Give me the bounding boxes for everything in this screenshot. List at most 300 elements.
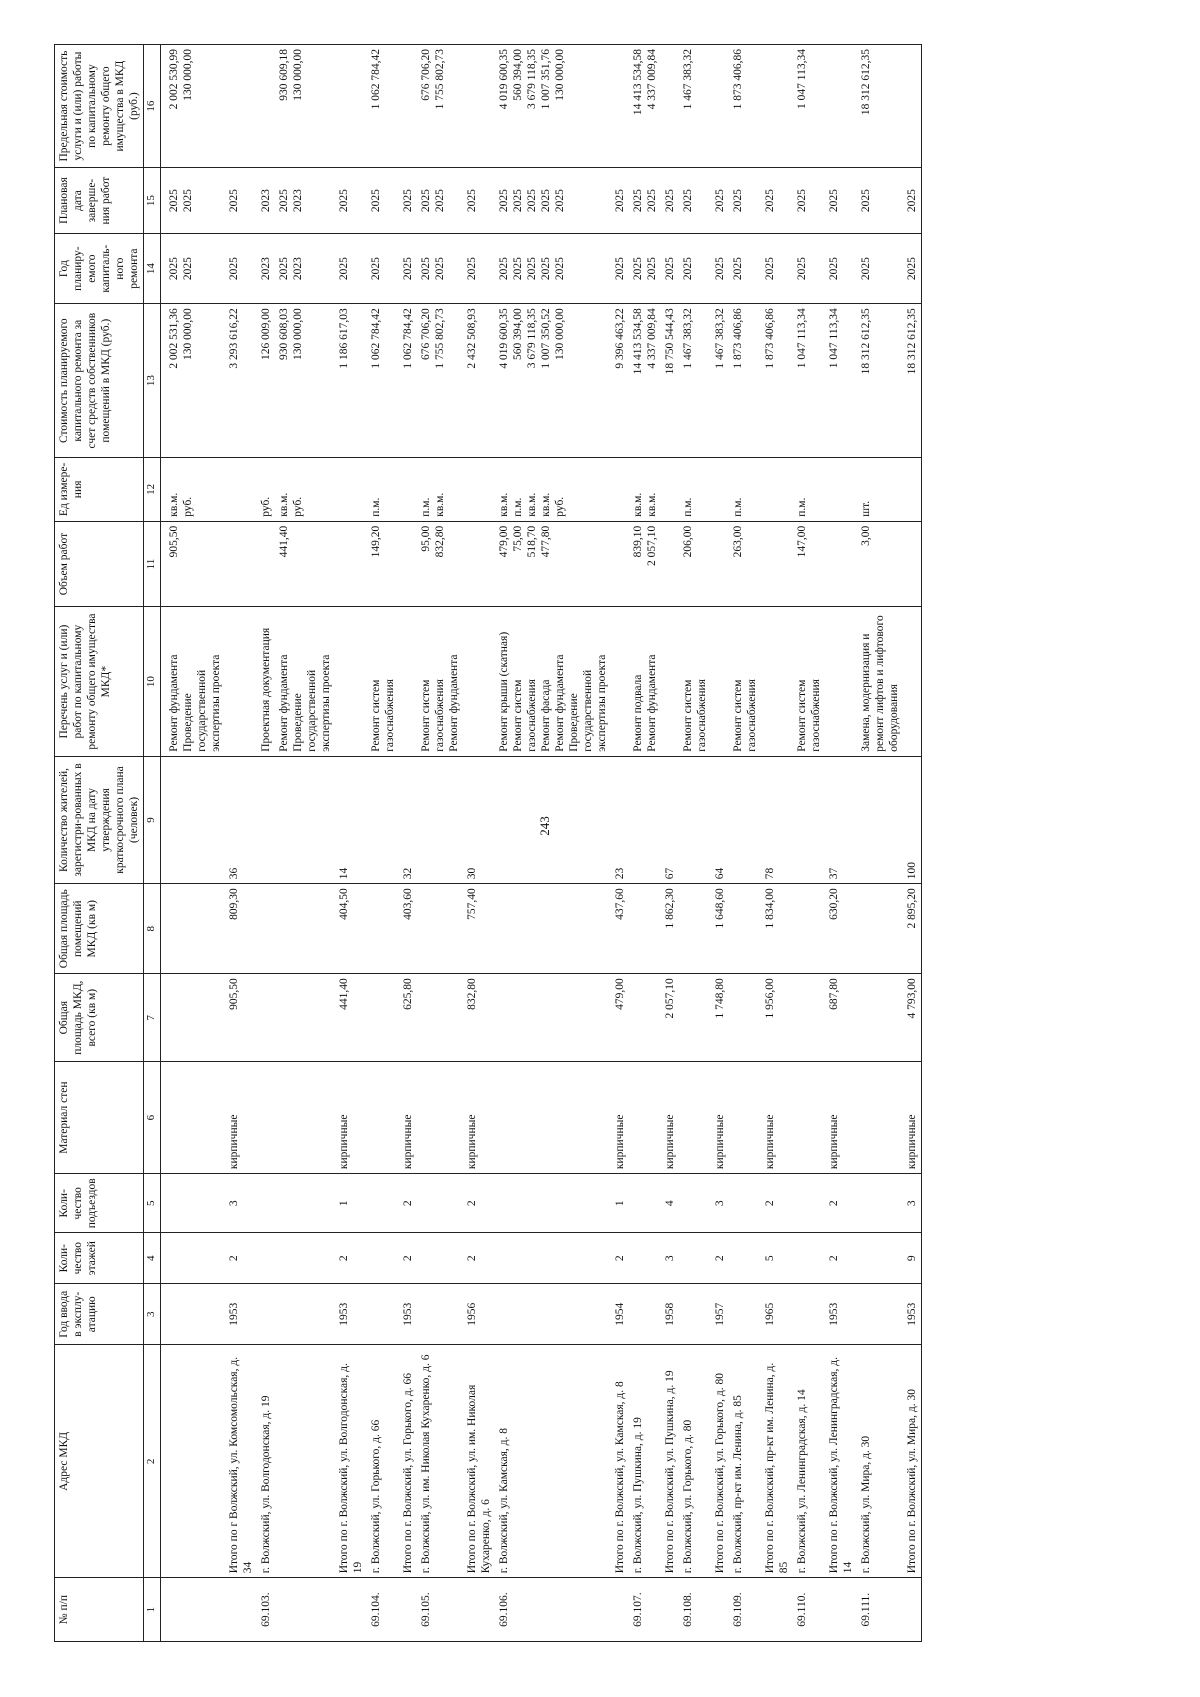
- cell-lim: [417, 45, 463, 168]
- cell-year: [417, 1283, 463, 1345]
- cell-floors: [679, 1233, 711, 1284]
- column-number: 4: [144, 1233, 160, 1284]
- cell-cost: [903, 304, 922, 458]
- cell-line: 2025: [664, 189, 676, 213]
- cell-unit: [367, 458, 399, 522]
- cell-lim: [711, 45, 729, 168]
- cell-line: 560 394,00: [511, 308, 524, 361]
- cell-end: [463, 168, 495, 234]
- cell-line: 1 873 406,86: [764, 308, 777, 369]
- cell-entr: 1: [335, 1174, 367, 1233]
- column-number: 8: [144, 884, 160, 974]
- cell-line: 2025: [401, 189, 414, 213]
- table-row: [679, 45, 711, 1642]
- cell-line: Ремонт систем газоснабжения: [511, 679, 538, 752]
- table-row: [225, 45, 257, 1642]
- cell-line: 263,00: [732, 525, 745, 558]
- cell-floors: [857, 1233, 903, 1284]
- cell-line: 2025: [764, 257, 777, 281]
- table-row: [629, 45, 661, 1642]
- cell-yr: [463, 234, 495, 304]
- column-number: 1: [144, 1578, 160, 1642]
- cell-mat: [679, 1062, 711, 1174]
- cell-end: [679, 168, 711, 234]
- cell-works: [825, 607, 857, 756]
- cell-mat: [629, 1062, 661, 1174]
- cell-line: Ремонт фасада: [539, 679, 552, 752]
- cell-res: [729, 756, 761, 883]
- cell-end: [661, 168, 679, 234]
- column-header: Год планиру-емого капиталь-ного ремонта: [55, 234, 144, 304]
- cell-line: Ремонт систем газоснабжения: [732, 679, 759, 752]
- cell-parea: [275, 884, 335, 974]
- cell-area: 905,50: [225, 974, 257, 1062]
- cell-line: 2023: [259, 257, 272, 281]
- cell-line: Ремонт фундамента: [553, 654, 566, 752]
- cell-num: [825, 1578, 857, 1642]
- cell-line: п.м.: [419, 497, 432, 517]
- column-header: Адрес МКД: [55, 1345, 144, 1578]
- cell-res: 14: [335, 756, 367, 883]
- cell-line: Проведение государственной экспертизы проекта: [181, 654, 222, 752]
- cell-line: 2025: [167, 189, 180, 213]
- cell-area: 687,80: [825, 974, 857, 1062]
- cell-addr: Итого по г Волжский, ул. Комсомольская, д. 34: [225, 1345, 257, 1578]
- cell-line: 2025: [401, 257, 414, 281]
- cell-mat: [257, 1062, 275, 1174]
- cell-line: 1 007 351,76: [539, 49, 552, 110]
- cell-line: 1 467 383,32: [714, 308, 727, 369]
- cell-line: [291, 526, 305, 603]
- cell-line: 4 337 009,84: [645, 308, 658, 369]
- table-row: [761, 45, 793, 1642]
- cell-line: 2025: [796, 189, 809, 213]
- cell-end: [417, 168, 463, 234]
- cell-cost: [417, 304, 463, 458]
- cell-cost: [275, 304, 335, 458]
- cell-entr: 2: [825, 1174, 857, 1233]
- cell-line: Ремонт систем газоснабжения: [419, 679, 446, 752]
- cell-entr: 4: [661, 1174, 679, 1233]
- cell-line: Проведение государственной экспертизы проекта: [567, 654, 608, 752]
- cell-res: [417, 756, 463, 883]
- cell-yr: [399, 234, 417, 304]
- cell-floors: [495, 1233, 611, 1284]
- cell-parea: 1 648,60: [711, 884, 729, 974]
- cell-line: 130 000,00: [553, 49, 566, 101]
- cell-works: [611, 607, 629, 756]
- cell-mat: [793, 1062, 825, 1174]
- cell-line: 130 000,00: [291, 49, 304, 101]
- cell-line: Замена, модернизация и ремонт лифтов и лифтового оборудования: [860, 615, 901, 752]
- cell-area: 832,80: [463, 974, 495, 1062]
- cell-unit: [275, 458, 335, 522]
- cell-line: 2025: [860, 257, 873, 281]
- cell-line: Ремонт систем газоснабжения: [796, 679, 823, 752]
- cell-line: 930 609,18: [277, 49, 290, 101]
- cell-cost: [160, 304, 225, 458]
- cell-floors: [160, 1233, 225, 1284]
- cell-num: [160, 1578, 225, 1642]
- cell-line: 2025: [369, 189, 382, 213]
- cell-cost: [463, 304, 495, 458]
- table-row: [417, 45, 463, 1642]
- cell-line: 2025: [664, 257, 676, 281]
- cell-parea: [417, 884, 463, 974]
- cell-line: 2025: [906, 189, 919, 213]
- cell-yr: [903, 234, 922, 304]
- column-header: Количество жителей, зарегистри-рованных в МКД на дату утверждения краткосрочного плана (человек): [55, 756, 144, 883]
- cell-line: 2025: [539, 189, 552, 213]
- cell-line: 3,00: [860, 525, 873, 546]
- cell-works: [463, 607, 495, 756]
- cell-lim: [495, 45, 611, 168]
- cell-res: [793, 756, 825, 883]
- cell-works: [399, 607, 417, 756]
- cell-year: 1953: [903, 1283, 922, 1345]
- cell-res: 23: [611, 756, 629, 883]
- cell-vol: [793, 521, 825, 607]
- cell-works: [729, 607, 761, 756]
- cell-mat: кирпичные: [761, 1062, 793, 1174]
- cell-line: [553, 526, 567, 603]
- cell-lim: [729, 45, 761, 168]
- cell-year: 1953: [225, 1283, 257, 1345]
- cell-area: [857, 974, 903, 1062]
- cell-line: кв.м.: [525, 492, 538, 517]
- cell-year: [793, 1283, 825, 1345]
- cell-line: 147,00: [796, 525, 809, 558]
- cell-floors: 2: [335, 1233, 367, 1284]
- cell-mat: [495, 1062, 611, 1174]
- column-number: 7: [144, 974, 160, 1062]
- cell-area: [417, 974, 463, 1062]
- cell-lim: [857, 45, 903, 168]
- cell-vol: [629, 521, 661, 607]
- cell-line: шт.: [860, 500, 873, 517]
- cell-entr: [367, 1174, 399, 1233]
- cell-num: 69.105.: [417, 1578, 463, 1642]
- cell-line: руб.: [291, 496, 304, 517]
- cell-line: 2025: [227, 257, 240, 281]
- column-header: Материал стен: [55, 1062, 144, 1174]
- cell-res: [629, 756, 661, 883]
- cell-lim: [335, 45, 367, 168]
- cell-line: 2025: [525, 257, 538, 281]
- cell-line: 2025: [277, 257, 290, 281]
- cell-addr: Итого по г. Волжский, ул. Волгодонская, д. 19: [335, 1345, 367, 1578]
- cell-line: [259, 526, 273, 603]
- cell-line: 18 312 612,35: [906, 308, 919, 375]
- cell-yr: [367, 234, 399, 304]
- cell-line: 477,80: [539, 525, 552, 558]
- cell-addr: Итого по г. Волжский, ул. Горького, д. 80: [711, 1345, 729, 1578]
- cell-yr: [661, 234, 679, 304]
- cell-year: [857, 1283, 903, 1345]
- cell-mat: кирпичные: [463, 1062, 495, 1174]
- cell-line: Ремонт фундамента: [167, 654, 180, 752]
- cell-vol: [679, 521, 711, 607]
- cell-addr: [160, 1345, 225, 1578]
- cell-floors: [729, 1233, 761, 1284]
- cell-num: 69.110.: [793, 1578, 825, 1642]
- cell-line: 4 337 009,84: [645, 49, 658, 110]
- cell-line: кв.м.: [433, 492, 446, 517]
- cell-floors: 2: [463, 1233, 495, 1284]
- cell-yr: [825, 234, 857, 304]
- cell-line: 2025: [796, 257, 809, 281]
- cell-works: [711, 607, 729, 756]
- cell-line: 2023: [259, 189, 272, 213]
- table-row: [275, 45, 335, 1642]
- cell-line: 130 000,00: [553, 308, 566, 361]
- cell-vol: [367, 521, 399, 607]
- cell-line: 75,00: [511, 525, 524, 552]
- cell-res: 36: [225, 756, 257, 883]
- table-row: [729, 45, 761, 1642]
- cell-unit: [729, 458, 761, 522]
- cell-addr: Итого по г. Волжский, ул. Пушкина, д. 19: [661, 1345, 679, 1578]
- cell-line: п.м.: [796, 497, 809, 517]
- cell-lim: [679, 45, 711, 168]
- cell-line: 2025: [645, 257, 658, 281]
- column-number: 16: [144, 45, 160, 168]
- cell-line: 2025: [511, 257, 524, 281]
- cell-line: 2025: [497, 257, 510, 281]
- cell-line: Ремонт фундамента: [645, 654, 658, 752]
- cell-works: [761, 607, 793, 756]
- cell-res: 78: [761, 756, 793, 883]
- cell-works: [629, 607, 661, 756]
- cell-line: 2025: [465, 189, 478, 213]
- cell-line: 130 000,00: [181, 308, 194, 361]
- capital-repair-table: [54, 44, 922, 1642]
- cell-vol: [417, 521, 463, 607]
- cell-line: 839,10: [631, 525, 644, 558]
- cell-end: [257, 168, 275, 234]
- cell-line: 930 608,03: [277, 308, 290, 361]
- cell-parea: 630,20: [825, 884, 857, 974]
- cell-vol: [903, 521, 922, 607]
- cell-vol: [661, 521, 679, 607]
- cell-cost: [367, 304, 399, 458]
- cell-line: 2025: [525, 189, 538, 213]
- cell-vol: [463, 521, 495, 607]
- cell-parea: 437,60: [611, 884, 629, 974]
- cell-res: 64: [711, 756, 729, 883]
- cell-parea: [679, 884, 711, 974]
- cell-yr: [257, 234, 275, 304]
- cell-entr: 2: [399, 1174, 417, 1233]
- cell-unit: [611, 458, 629, 522]
- table-row: [399, 45, 417, 1642]
- cell-entr: 2: [761, 1174, 793, 1233]
- cell-year: 1956: [463, 1283, 495, 1345]
- column-number: 15: [144, 168, 160, 234]
- cell-line: 1 467 383,32: [682, 49, 695, 110]
- cell-vol: [160, 521, 225, 607]
- column-header: Коли-чество подъездов: [55, 1174, 144, 1233]
- column-number: 6: [144, 1062, 160, 1174]
- cell-entr: [275, 1174, 335, 1233]
- cell-line: 1 873 406,86: [732, 49, 745, 110]
- table-header-row: [55, 45, 144, 1642]
- column-number: 11: [144, 521, 160, 607]
- cell-line: 2025: [714, 189, 727, 213]
- cell-line: 2025: [645, 189, 658, 213]
- cell-parea: [495, 884, 611, 974]
- cell-yr: [335, 234, 367, 304]
- cell-end: [857, 168, 903, 234]
- cell-line: 1 007 350,52: [539, 308, 552, 369]
- cell-end: [225, 168, 257, 234]
- cell-entr: [160, 1174, 225, 1233]
- cell-line: 1 047 113,34: [796, 49, 809, 109]
- cell-cost: [225, 304, 257, 458]
- cell-entr: [729, 1174, 761, 1233]
- cell-parea: [857, 884, 903, 974]
- cell-entr: [793, 1174, 825, 1233]
- cell-num: 69.106.: [495, 1578, 611, 1642]
- cell-parea: [160, 884, 225, 974]
- cell-year: [679, 1283, 711, 1345]
- cell-area: [793, 974, 825, 1062]
- cell-vol: [711, 521, 729, 607]
- cell-unit: [463, 458, 495, 522]
- cell-end: [729, 168, 761, 234]
- cell-num: [225, 1578, 257, 1642]
- table-body: [160, 45, 922, 1642]
- cell-vol: [495, 521, 611, 607]
- cell-unit: [160, 458, 225, 522]
- cell-yr: [729, 234, 761, 304]
- cell-area: 4 793,00: [903, 974, 922, 1062]
- cell-cost: [793, 304, 825, 458]
- cell-unit: [495, 458, 611, 522]
- cell-mat: кирпичные: [903, 1062, 922, 1174]
- cell-entr: [857, 1174, 903, 1233]
- cell-line: кв.м.: [539, 492, 552, 517]
- cell-area: 1 956,00: [761, 974, 793, 1062]
- cell-line: кв.м.: [631, 492, 644, 517]
- cell-mat: кирпичные: [711, 1062, 729, 1174]
- column-number: 9: [144, 756, 160, 883]
- cell-line: 1 047 113,34: [796, 308, 809, 369]
- table-row: [367, 45, 399, 1642]
- cell-floors: [367, 1233, 399, 1284]
- cell-line: 2025: [553, 257, 566, 281]
- cell-unit: [225, 458, 257, 522]
- cell-mat: [160, 1062, 225, 1174]
- cell-entr: [417, 1174, 463, 1233]
- cell-mat: кирпичные: [661, 1062, 679, 1174]
- cell-line: 3 679 118,35: [525, 308, 538, 369]
- page-number: 243: [537, 816, 552, 836]
- cell-line: 2025: [465, 257, 478, 281]
- table-row: [160, 45, 225, 1642]
- cell-end: [903, 168, 922, 234]
- cell-addr: г. Волжский, ул. Мира, д. 30: [857, 1345, 903, 1578]
- cell-area: [679, 974, 711, 1062]
- cell-works: [495, 607, 611, 756]
- cell-line: 2025: [828, 257, 841, 281]
- cell-line: Ремонт систем газоснабжения: [682, 679, 709, 752]
- cell-area: [275, 974, 335, 1062]
- cell-line: 1 873 406,86: [732, 308, 745, 369]
- cell-line: 2025: [860, 189, 873, 213]
- cell-line: кв.м.: [497, 492, 510, 517]
- cell-res: [367, 756, 399, 883]
- cell-yr: [417, 234, 463, 304]
- cell-unit: [417, 458, 463, 522]
- cell-area: 625,80: [399, 974, 417, 1062]
- cell-res: [495, 756, 611, 883]
- cell-vol: [275, 521, 335, 607]
- cell-line: Проектная документация: [259, 627, 272, 752]
- column-number: 3: [144, 1283, 160, 1345]
- cell-line: 2025: [553, 189, 566, 213]
- cell-line: [181, 526, 195, 603]
- cell-year: 1958: [661, 1283, 679, 1345]
- cell-vol: [611, 521, 629, 607]
- cell-line: 2 057,10: [645, 525, 658, 566]
- cell-floors: 2: [711, 1233, 729, 1284]
- column-header: Ед измере-ния: [55, 458, 144, 522]
- cell-line: 2025: [828, 189, 841, 213]
- cell-line: 676 706,20: [419, 308, 432, 361]
- cell-line: 18 312 612,35: [860, 308, 873, 375]
- cell-yr: [160, 234, 225, 304]
- cell-unit: [257, 458, 275, 522]
- cell-year: 1953: [335, 1283, 367, 1345]
- cell-unit: [761, 458, 793, 522]
- cell-end: [793, 168, 825, 234]
- cell-line: кв.м.: [167, 492, 180, 517]
- cell-year: [257, 1283, 275, 1345]
- cell-entr: [679, 1174, 711, 1233]
- cell-line: 2 002 531,36: [167, 308, 180, 369]
- cell-parea: 1 834,00: [761, 884, 793, 974]
- cell-num: 69.108.: [679, 1578, 711, 1642]
- table-row: [335, 45, 367, 1642]
- cell-res: 30: [463, 756, 495, 883]
- cell-works: [225, 607, 257, 756]
- cell-line: 130 000,00: [181, 49, 194, 101]
- cell-parea: 809,30: [225, 884, 257, 974]
- cell-vol: [225, 521, 257, 607]
- cell-line: 2025: [497, 189, 510, 213]
- cell-lim: [399, 45, 417, 168]
- column-header: Год ввода в эксплу-атацию: [55, 1283, 144, 1345]
- cell-line: 18 312 612,35: [860, 49, 873, 116]
- cell-lim: [463, 45, 495, 168]
- cell-area: [729, 974, 761, 1062]
- cell-cost: [661, 304, 679, 458]
- cell-line: 1 467 383,32: [682, 308, 695, 369]
- cell-entr: 2: [463, 1174, 495, 1233]
- cell-unit: [629, 458, 661, 522]
- cell-floors: 9: [903, 1233, 922, 1284]
- cell-entr: [257, 1174, 275, 1233]
- cell-cost: [761, 304, 793, 458]
- cell-line: 2023: [291, 257, 304, 281]
- cell-line: 676 706,20: [419, 49, 432, 101]
- cell-num: [335, 1578, 367, 1642]
- cell-line: п.м.: [732, 497, 745, 517]
- cell-line: 2025: [511, 189, 524, 213]
- cell-num: [275, 1578, 335, 1642]
- cell-line: 905,50: [167, 525, 180, 558]
